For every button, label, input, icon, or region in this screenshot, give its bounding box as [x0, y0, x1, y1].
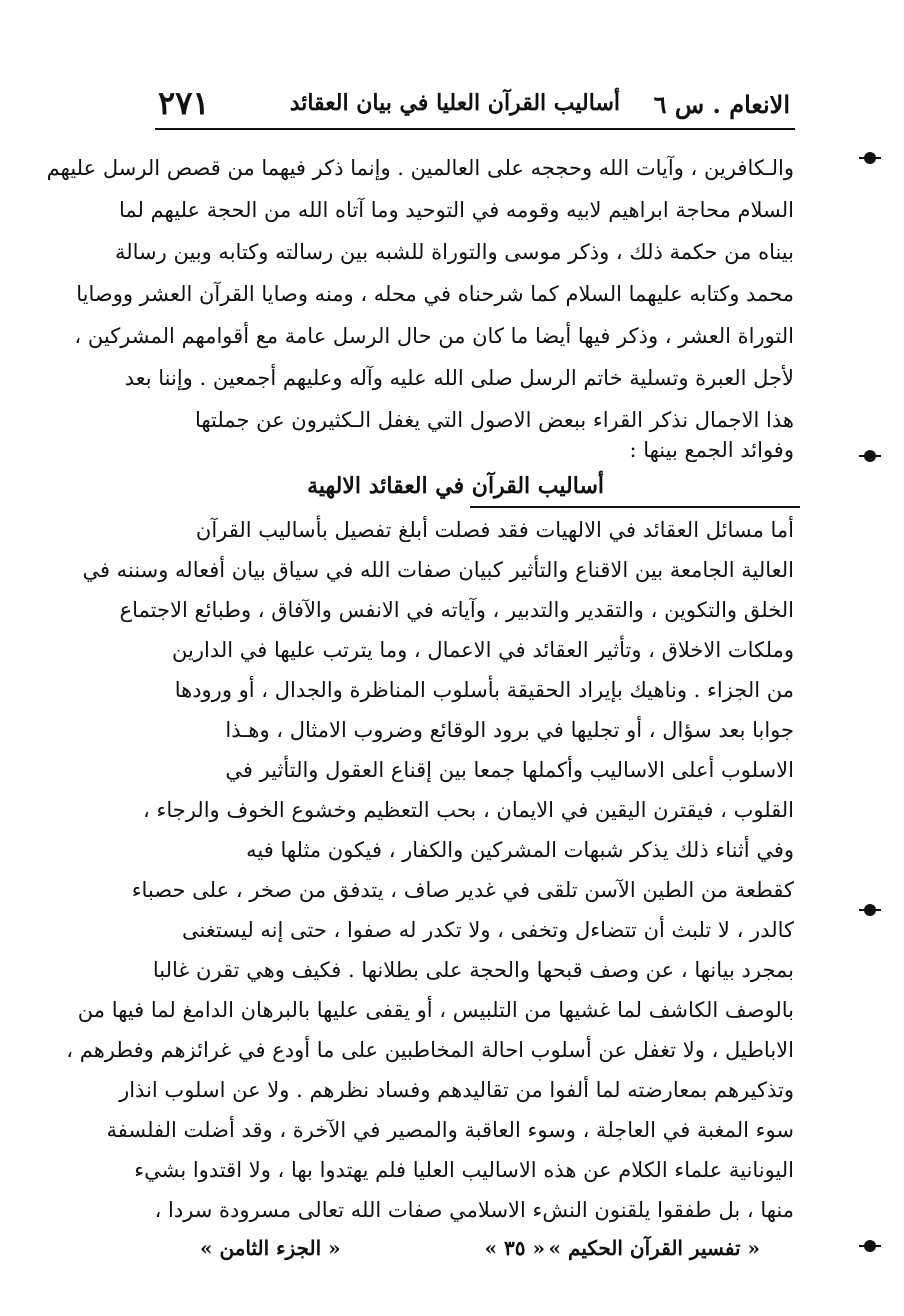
text-line: السلام محاجة ابراهيم لابيه وقومه في التوحيد وما آتاه الله من الحجة عليهم لما [118, 198, 794, 222]
text-line: الاسلوب أعلى الاساليب وأكملها جمعا بين إقناع العقول والتأثير في [225, 758, 794, 782]
text-line: وفوائد الجمع بينها : [629, 438, 794, 462]
header-rule [155, 128, 795, 130]
footer-fascicle: « ٣٥ » [484, 1236, 545, 1260]
text-line: وفي أثناء ذلك يذكر شبهات المشركين والكفار ، فيكون مثلها فيه [246, 838, 794, 862]
scan-binding-mark [862, 150, 878, 166]
text-line: منها ، بل طفقوا يلقنون النشء الاسلامي صفات الله تعالى مسرودة سردا ، [154, 1198, 794, 1222]
text-line: محمد وكتابه عليهما السلام كما شرحناه في محله ، ومنه وصايا القرآن العشر ووصايا [76, 282, 794, 306]
text-line: كالدر ، لا تلبث أن تتضاءل وتخفى ، ولا تكدر له صفوا ، حتى إنه ليستغنى [181, 918, 794, 942]
text-line: الاباطيل ، ولا تغفل عن أسلوب احالة المخاطبين على ما أودع في غرائزهم وفطرهم ، [66, 1038, 794, 1062]
text-line: التوراة العشر ، وذكر فيها أيضا ما كان من حال الرسل عامة مع أقوامهم المشركين ، [74, 324, 794, 348]
text-line: أما مسائل العقائد في الالهيات فقد فصلت أبلغ تفصيل بأساليب القرآن [195, 518, 794, 542]
heading-underline [470, 506, 800, 508]
section-heading: أساليب القرآن في العقائد الالهية [307, 473, 604, 499]
scan-binding-mark [862, 902, 878, 918]
running-title: أساليب القرآن العليا في بيان العقائد [289, 90, 620, 116]
text-line: كقطعة من الطين الآسن تلقى في غدير صاف ، يتدفق من صخر ، على حصباء [131, 878, 794, 902]
scan-binding-mark [862, 448, 878, 464]
text-line: بالوصف الكاشف لما غشيها من التلبيس ، أو يقفى عليها بالبرهان الدامغ لما فيها من [77, 998, 794, 1022]
text-line: جوابا بعد سؤال ، أو تجليها في برود الوقائع وضروب الامثال ، وهـذا [225, 718, 794, 742]
chapter-label: الانعام . س ٦ [653, 90, 790, 119]
text-line: بيناه من حكمة ذلك ، وذكر موسى والتوراة للشبه بين رسالته وكتابه وبين رسالة [114, 240, 794, 264]
text-line: والـكافرين ، وآيات الله وحججه على العالمين . وإنما ذكر فيهما من قصص الرسل عليهم [46, 156, 794, 180]
text-line: وتذكيرهم بمعارضته لما ألفوا من تقاليدهم وفساد نظرهم . ولا عن اسلوب انذار [119, 1078, 794, 1102]
text-line: سوء المغبة في العاجلة ، وسوء العاقبة والمصير في الآخرة ، وقد أضلت الفلسفة [106, 1118, 794, 1142]
scan-binding-mark [862, 1238, 878, 1254]
page-number: ٢٧١ [158, 84, 210, 122]
page-footer [200, 1236, 760, 1272]
footer-volume: « الجزء الثامن » [200, 1236, 341, 1260]
text-line: اليونانية علماء الكلام عن هذه الاساليب العليا فلم يهتدوا بها ، ولا اقتدوا بشيء [134, 1158, 794, 1182]
text-line: بمجرد بيانها ، عن وصف قبحها والحجة على بطلانها . فكيف وهي تقرن غالبا [152, 958, 794, 982]
footer-book-title: « تفسير القرآن الحكيم » [548, 1236, 760, 1260]
text-line: العالية الجامعة بين الاقناع والتأثير كبيان صفات الله في سياق بيان أفعاله وسننه في [82, 558, 794, 582]
text-line: القلوب ، فيقترن اليقين في الايمان ، بحب التعظيم وخشوع الخوف والرجاء ، [143, 798, 794, 822]
text-line: لأجل العبرة وتسلية خاتم الرسل صلى الله عليه وآله وعليهم أجمعين . وإننا بعد [124, 366, 794, 390]
text-line: وملكات الاخلاق ، وتأثير العقائد في الاعمال ، وما يترتب عليها في الدارين [172, 638, 794, 662]
text-line: هذا الاجمال نذكر القراء ببعض الاصول التي يغفل الـكثيرون عن جملتها [194, 408, 794, 432]
text-line: الخلق والتكوين ، والتقدير والتدبير ، وآياته في الانفس والآفاق ، وطبائع الاجتماع [119, 598, 794, 622]
text-line: من الجزاء . وناهيك بإيراد الحقيقة بأسلوب المناظرة والجدال ، أو ورودها [174, 678, 794, 702]
page-header [150, 84, 790, 124]
